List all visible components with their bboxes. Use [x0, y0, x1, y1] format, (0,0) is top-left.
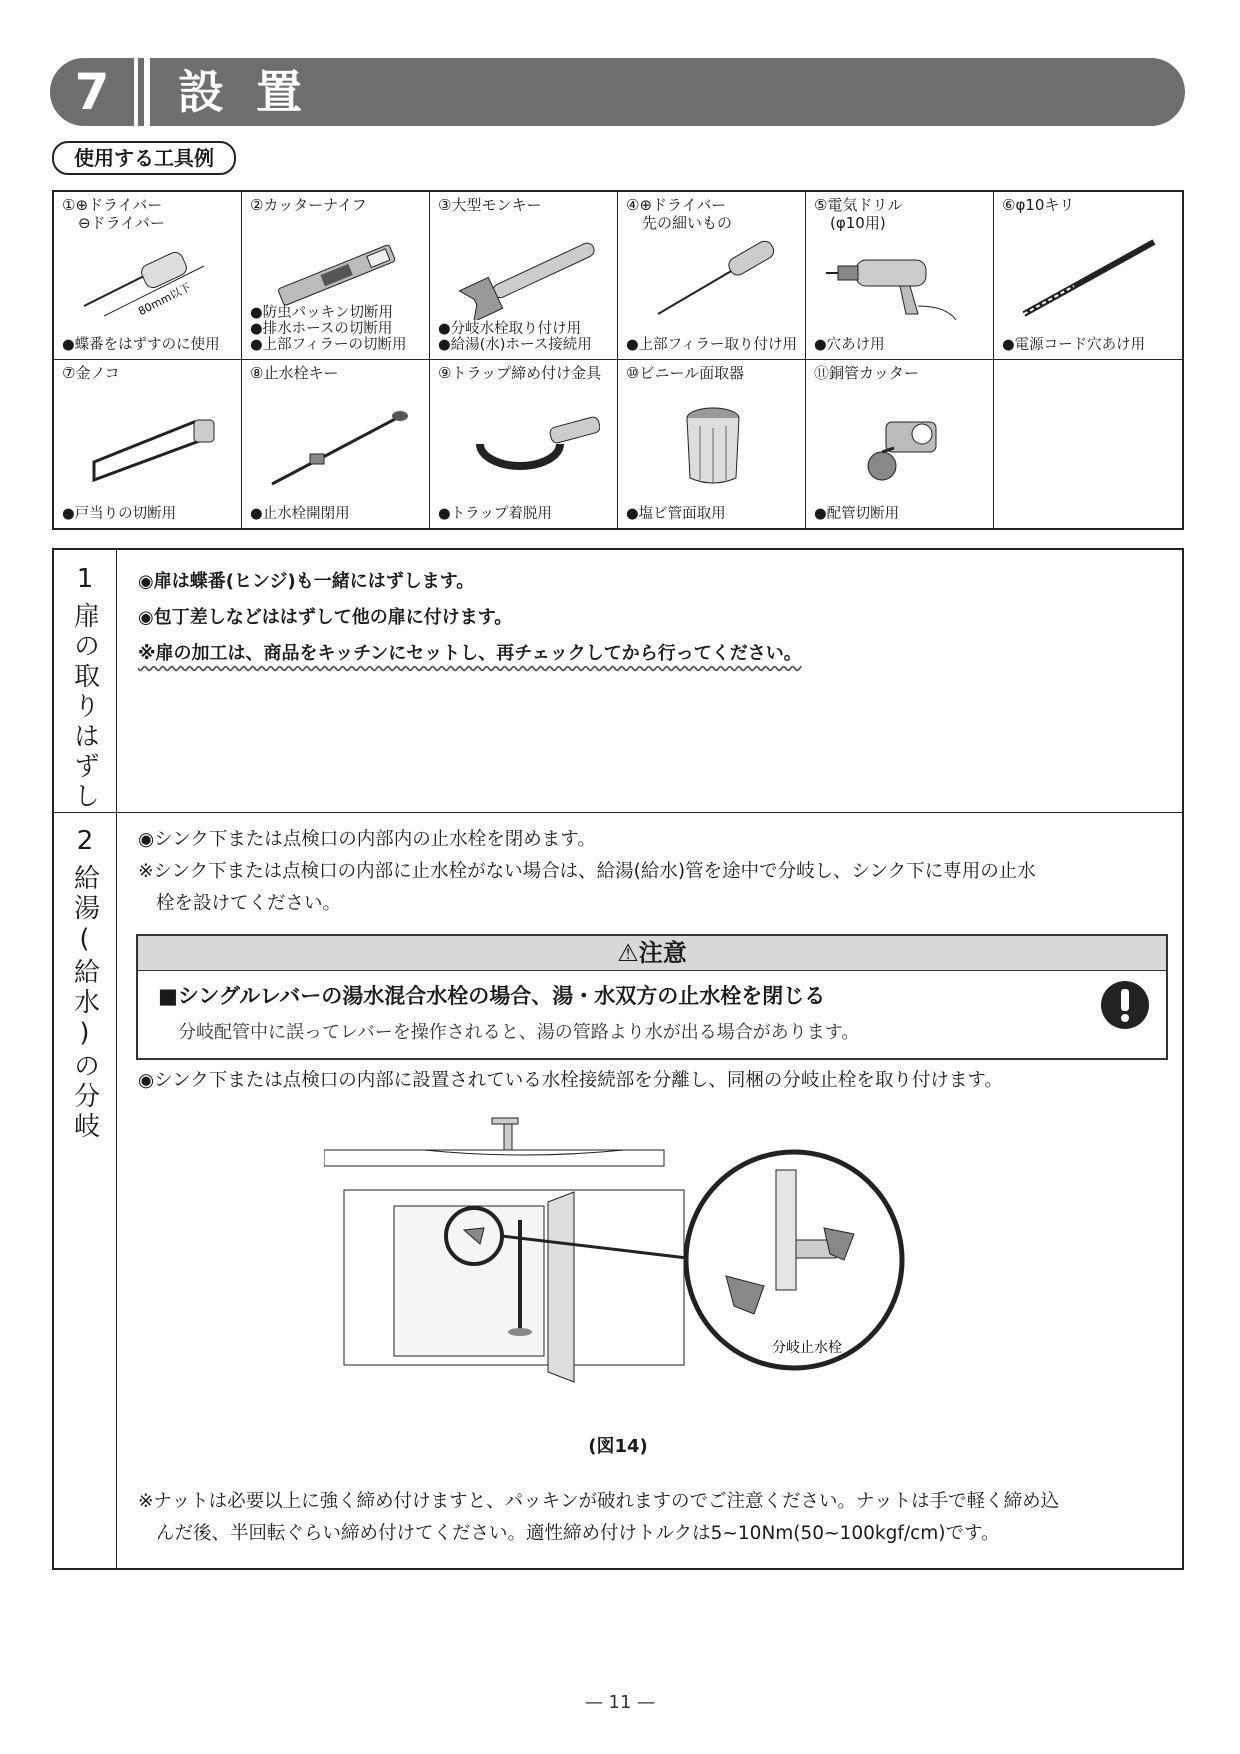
caution-text: 分岐配管中に誤ってレバーを操作されると、湯の管路より水が出る場合があります。 — [178, 1022, 860, 1043]
tool-use: ●戸当りの切断用 — [62, 506, 177, 522]
hacksaw-icon — [74, 404, 224, 488]
tool-cell — [806, 360, 994, 528]
tool-name — [814, 364, 919, 382]
tool-cell — [618, 192, 806, 360]
drill-icon — [826, 236, 976, 320]
tool-name-line: ②カッターナイフ — [250, 196, 367, 214]
tool-use: ●電源コード穴あけ用 — [1002, 337, 1146, 353]
tool-name-line: ①⊕ドライバー — [62, 196, 163, 214]
tool-name-line: ⊖ドライバー — [78, 214, 165, 232]
section-title: 設置 — [178, 65, 334, 119]
tool-use: ●配管切断用 — [814, 506, 900, 522]
tool-name-line: ⑧止水栓キー — [250, 364, 339, 382]
step1-heading — [54, 564, 116, 818]
tool-uses — [814, 506, 989, 522]
step1-content — [138, 564, 1162, 672]
tool-uses — [626, 506, 801, 522]
tool-uses — [814, 337, 989, 353]
step2-note-line: ※ナットは必要以上に強く締め付けますと、パッキンが破れますのでご注意ください。ナットは手で軽く締め込 — [138, 1491, 1060, 1512]
tool-name-line: ③大型モンキー — [438, 196, 542, 214]
tool-name-line: (φ10用) — [830, 214, 886, 232]
screwdriver-icon — [74, 236, 224, 320]
dimension-label: 80mm以下 — [136, 280, 194, 319]
fine-screwdriver-icon — [638, 236, 788, 320]
tool-use: ●止水栓開閉用 — [250, 506, 350, 522]
tool-use: ●穴あけ用 — [814, 337, 885, 353]
tool-name — [62, 364, 120, 382]
step1-note: ※扉の加工は、商品をキッチンにセットし、再チェックしてから行ってください。 — [138, 643, 802, 664]
chamfer-tool-icon — [638, 404, 788, 488]
tool-name — [438, 196, 541, 214]
step1-number: 1 — [76, 564, 94, 594]
tool-use: ●トラップ着脱用 — [438, 506, 552, 522]
tool-name-line: 先の細いもの — [642, 214, 733, 232]
caution-title: ■シングルレバーの湯水混合水栓の場合、湯・水双方の止水栓を閉じる — [158, 984, 826, 1008]
tool-use: ●排水ホースの切断用 — [250, 321, 393, 337]
tool-uses — [62, 506, 237, 522]
tool-cell — [242, 360, 430, 528]
step1-line: ◉扉は蝶番(ヒンジ)も一緒にはずします。 — [138, 571, 475, 592]
tool-cell — [430, 192, 618, 360]
tool-cell-empty — [994, 360, 1182, 528]
tool-cell — [242, 192, 430, 360]
section-number: 7 — [50, 58, 134, 126]
tools-grid — [52, 190, 1184, 530]
tool-cell — [994, 192, 1182, 360]
figure-caption: (図14) — [588, 1436, 648, 1457]
step2-line: ◉シンク下または点検口の内部に設置されている水栓接続部を分離し、同梱の分岐止栓を取り付けます。 — [138, 1070, 1003, 1091]
pipe-cutter-icon — [826, 404, 976, 488]
step2-title: 給湯(給水)の分岐 — [69, 864, 100, 1142]
step2-heading — [54, 826, 116, 1148]
tool-uses — [62, 337, 237, 353]
tool-uses — [250, 305, 425, 353]
step2-number: 2 — [76, 826, 94, 856]
sink-branch-valve-figure — [324, 1110, 1024, 1410]
tool-name — [814, 196, 902, 232]
wrench-icon — [450, 236, 600, 320]
step2-line: ※シンク下または点検口の内部に止水栓がない場合は、給湯(給水)管を途中で分岐し、シンク下に専用の止水 — [138, 861, 1036, 882]
tool-cell — [806, 192, 994, 360]
tool-cell — [54, 360, 242, 528]
tool-name — [250, 364, 338, 382]
figure-label: 分岐止水栓 — [772, 1340, 842, 1356]
step-column-divider — [116, 550, 117, 1568]
section-divider — [138, 58, 144, 126]
tool-name — [438, 364, 601, 382]
tool-uses — [1002, 337, 1178, 353]
tool-uses — [626, 337, 801, 353]
tool-name-line: ⑦金ノコ — [62, 364, 120, 382]
tool-use: ●上部フィラー取り付け用 — [626, 337, 797, 353]
section-header — [50, 58, 1185, 126]
caution-box — [136, 934, 1168, 1060]
step1-title: 扉の取りはずし — [69, 602, 100, 812]
tool-uses — [438, 506, 613, 522]
tool-cell — [430, 360, 618, 528]
tool-uses — [438, 321, 613, 353]
tool-use: ●塩ビ管面取用 — [626, 506, 726, 522]
tool-uses — [250, 506, 425, 522]
caution-heading: ⚠注意 — [138, 936, 1166, 971]
step1-line: ◉包丁差しなどははずして他の扉に付けます。 — [138, 607, 513, 628]
tool-name-line: ⑥φ10キリ — [1002, 196, 1075, 214]
drill-bit-icon — [1014, 236, 1164, 320]
tool-name — [626, 364, 744, 382]
tool-name — [62, 196, 165, 232]
tool-use: ●給湯(水)ホース接続用 — [438, 337, 592, 353]
step-separator — [54, 812, 1182, 813]
tool-name-line: ⑪銅管カッター — [814, 364, 919, 382]
tool-use: ●分岐水栓取り付け用 — [438, 321, 582, 337]
tool-name — [626, 196, 732, 232]
tool-name — [250, 196, 367, 214]
step2-line: ◉シンク下または点検口の内部内の止水栓を閉めます。 — [138, 829, 596, 850]
step2-line: 栓を設けてください。 — [156, 893, 342, 914]
tool-name-line: ⑨トラップ締め付け金具 — [438, 364, 602, 382]
tool-use: ●蝶番をはずすのに使用 — [62, 337, 220, 353]
tool-use: ●防虫パッキン切断用 — [250, 305, 394, 321]
tool-name — [1002, 196, 1074, 214]
tool-name-line: ⑤電気ドリル — [814, 196, 903, 214]
tool-cell — [618, 360, 806, 528]
tool-name-line: ④⊕ドライバー — [626, 196, 727, 214]
tools-label: 使用する工具例 — [52, 141, 236, 175]
tool-cell — [54, 192, 242, 360]
trap-wrench-icon — [450, 404, 600, 488]
step2-note-line: んだ後、半回転ぐらい締め付けてください。適性締め付けトルクは5~10Nm(50~100kgf/cm)です。 — [156, 1523, 1000, 1544]
step2-content — [138, 824, 1162, 920]
tool-name-line: ⑩ビニール面取器 — [626, 364, 745, 382]
steps-box — [52, 548, 1184, 1570]
step2-note — [138, 1486, 1162, 1550]
tool-use: ●上部フィラーの切断用 — [250, 337, 407, 353]
page-number: — 11 — — [584, 1692, 656, 1713]
exclamation-icon — [1100, 980, 1150, 1030]
valve-key-icon — [262, 404, 412, 488]
